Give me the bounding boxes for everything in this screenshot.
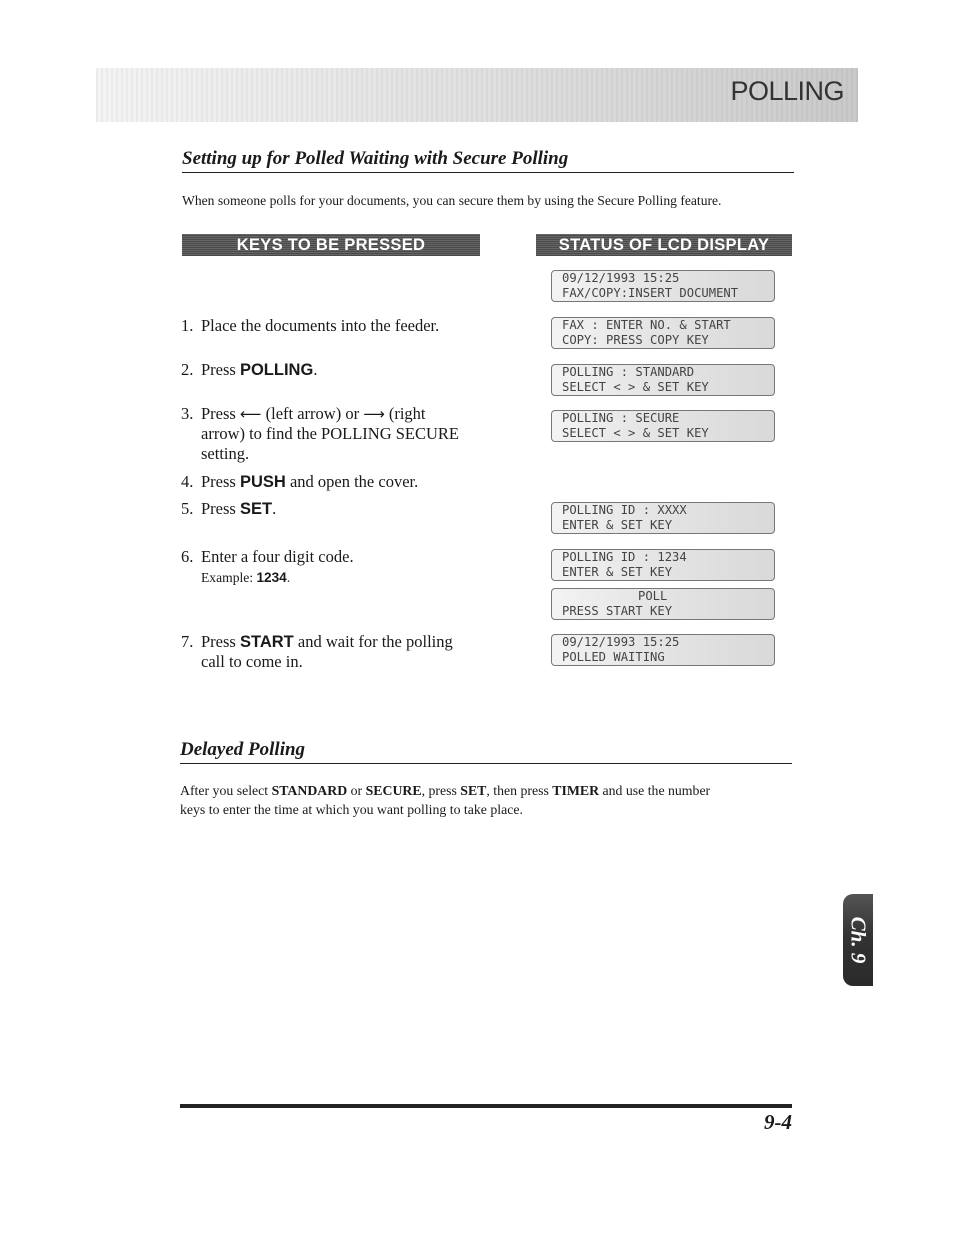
section-heading-delayed-polling: Delayed Polling [180,739,792,764]
left-arrow-icon: ⟵ [239,405,262,423]
footer-rule [180,1104,792,1108]
lcd-display-8: 09/12/1993 15:25 POLLED WAITING [551,634,775,666]
page-section-title: POLLING [730,76,844,106]
key-polling: POLLING [239,361,314,379]
key-start: START [239,633,294,651]
header-banner [96,68,858,122]
lcd-display-2: FAX : ENTER NO. & START COPY: PRESS COPY KEY [551,317,775,349]
lcd-display-1: 09/12/1993 15:25 FAX/COPY:INSERT DOCUMENT [551,270,775,302]
page-number: 9-4 [764,1110,792,1134]
keys-column-header: KEYS TO BE PRESSED [182,234,480,256]
right-arrow-icon: ⟶ [363,405,385,423]
key-push: PUSH [239,473,286,491]
chapter-tab: Ch. 9 [843,894,873,986]
delayed-polling-text: After you select STANDARD or SECURE, press SET, then press TIMER and use the number keys to enter the time at which you want polling to take place. [180,783,711,817]
lcd-column-header: STATUS OF LCD DISPLAY [536,234,792,256]
lcd-display-5: POLLING ID : XXXX ENTER & SET KEY [551,502,775,534]
lcd-display-6: POLLING ID : 1234 ENTER & SET KEY [551,549,775,581]
key-set: SET [239,500,273,518]
intro-text: When someone polls for your documents, you can secure them by using the Secure Polling feature. [182,193,722,208]
lcd-display-7: POLL PRESS START KEY [551,588,775,620]
lcd-display-4: POLLING : SECURE SELECT < > & SET KEY [551,410,775,442]
lcd-display-3: POLLING : STANDARD SELECT < > & SET KEY [551,364,775,396]
section-heading-secure-polling: Setting up for Polled Waiting with Secure Polling [182,148,794,173]
example-line: Example: 1234. [201,570,291,585]
